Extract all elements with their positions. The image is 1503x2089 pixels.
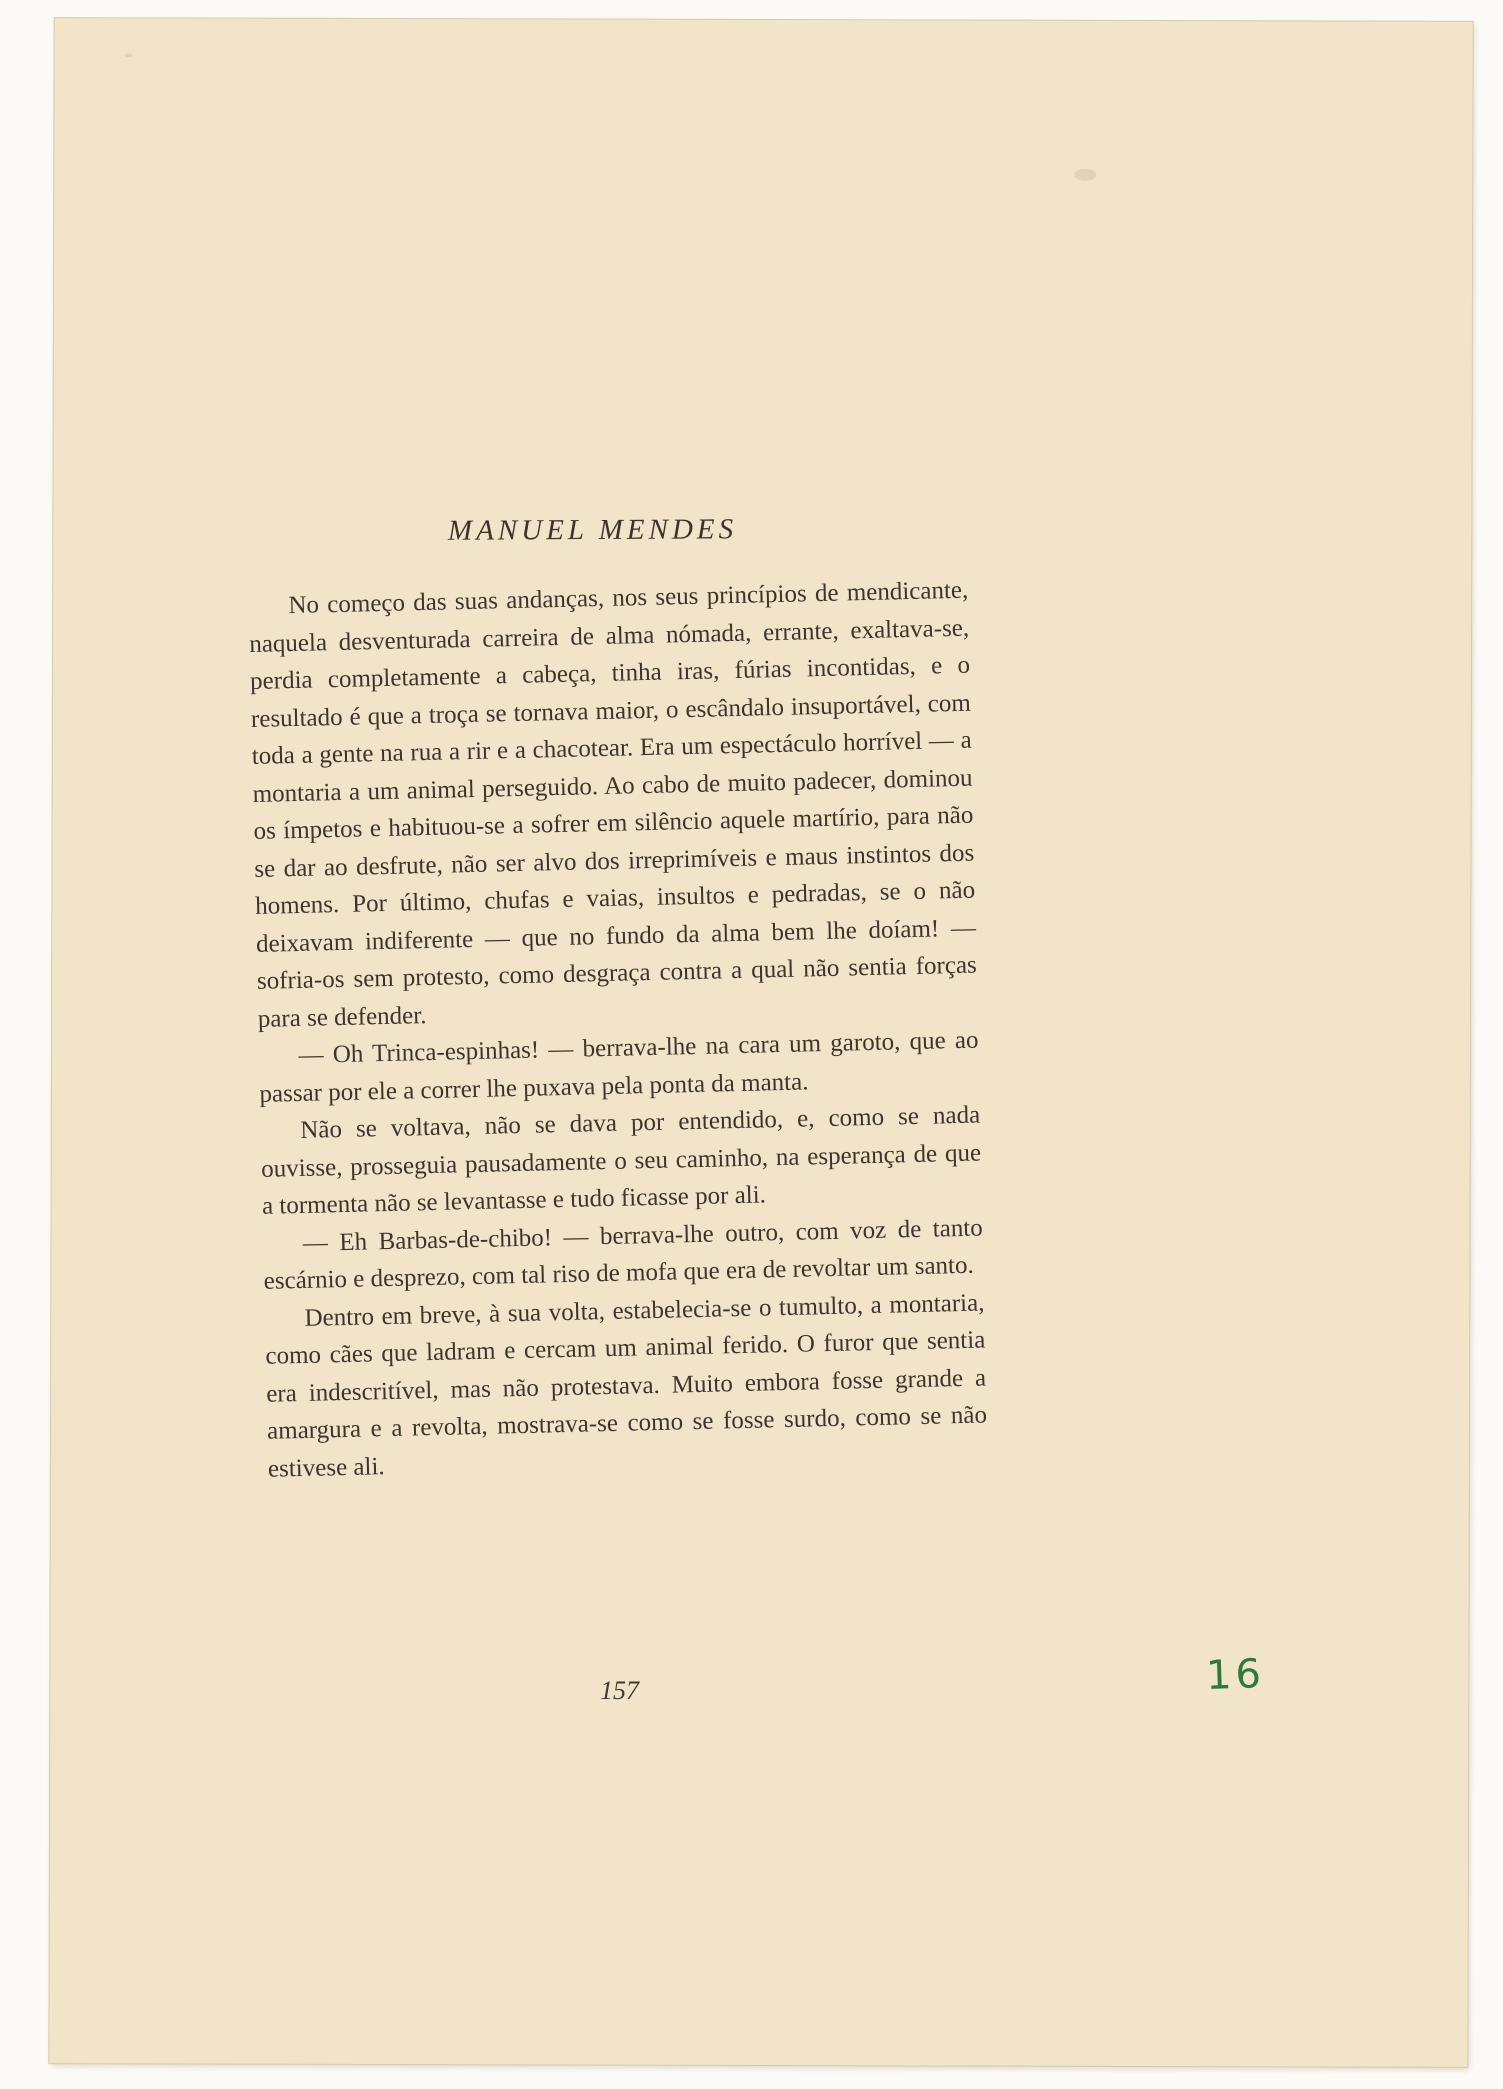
paragraph: — Oh Trinca-espinhas! — berrava-lhe na cara um garoto, que ao passar por ele a correr lhe puxava pela ponta da manta.	[259, 1026, 979, 1108]
page-number: 157	[600, 1676, 639, 1705]
paragraph: No começo das suas andanças, nos seus princípios de mendicante, naquela desventurada carreira de alma nómada, errante, exaltava-se, perdia completamente a cabeça, tinha iras, fúrias incontidas, e o resultado é que a troça se tornava maior, o escândalo insuportável, com toda a gente na rua a rir e a chacotear. Era um espectáculo horrível — a montaria a um animal perseguido. Ao cabo de muito padecer, dominou os ímpetos e habituou-se a sofrer em silêncio aquele martírio, para não se dar ao desfrute, não ser alvo dos irreprimíveis e maus instintos dos homens. Por último, chufas e vaias, insultos e pedradas, se o não deixavam indiferente — que no fundo da alma bem lhe doíam! — sofria-os sem protesto, como desgraça contra a qual não sentia forças para se defender.	[248, 576, 978, 1033]
paragraph: — Eh Barbas-de-chibo! — berrava-lhe outro, com voz de tanto escárnio e desprezo, com tal riso de mofa que era de revoltar um santo.	[263, 1213, 984, 1295]
author-header: MANUEL MENDES	[447, 513, 738, 547]
paragraph: Dentro em breve, à sua volta, estabelecia-se o tumulto, a montaria, como cães que ladram e cercam um animal ferido. O furor que sentia era indescritível, mas não protestava. Muito embora fosse grande a amargura e a revolta, mostrava-se como se fosse surdo, como se não estivese ali.	[265, 1288, 988, 1483]
body-text	[248, 572, 988, 1488]
handwritten-folio-number: 16	[1205, 1650, 1266, 1700]
paper-blemish	[125, 53, 133, 57]
paragraph: Não se voltava, não se dava por entendido, e, como se nada ouvisse, prosseguia pausadamente o seu caminho, na esperança de que a tormenta não se levantasse e tudo ficasse por ali.	[260, 1101, 982, 1220]
paper-blemish	[1074, 169, 1096, 181]
